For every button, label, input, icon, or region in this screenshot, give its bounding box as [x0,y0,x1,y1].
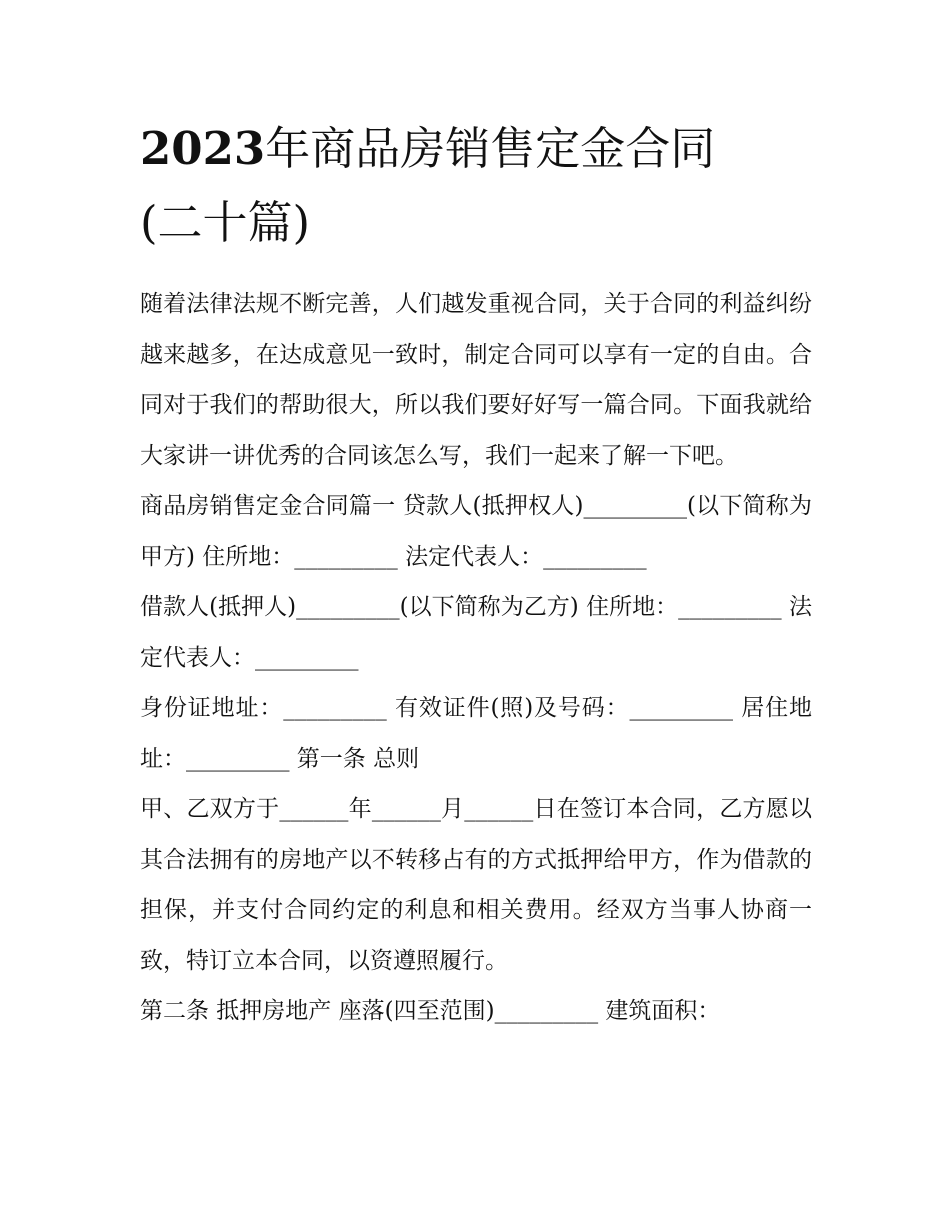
document-body [140,279,812,1037]
intro-paragraph: 随着法律法规不断完善，人们越发重视合同，关于合同的利益纠纷越来越多，在达成意见一致时，制定合同可以享有一定的自由。合同对于我们的帮助很大，所以我们要好好写一篇合同。下面我就给大家讲一讲优秀的合同该怎么写，我们一起来了解一下吧。 [140,291,812,469]
lender-paragraph: 商品房销售定金合同篇一 贷款人(抵押权人)_________(以下简称为甲方) 住所地：_________ 法定代表人：_________ [140,493,812,570]
article-one-paragraph: 甲、乙双方于______年______月______日在签订本合同，乙方愿以其合法拥有的房地产以不转移占有的方式抵押给甲方，作为借款的担保，并支付合同约定的利息和相关费用。经双方当事人协商一致，特订立本合同，以资遵照履行。 [140,796,812,974]
title-line-1 [140,112,812,186]
document-title [140,112,812,260]
document-page [140,112,812,1037]
title-year: 2023 [140,122,266,175]
title-line-2: (二十篇) [140,196,311,249]
borrower-paragraph: 借款人(抵押人)_________(以下简称为乙方) 住所地：_________ 法定代表人：_________ [140,594,812,671]
article-two-paragraph: 第二条 抵押房地产 座落(四至范围)_________ 建筑面积： [140,998,721,1024]
id-address-paragraph: 身份证地址：_________ 有效证件(照)及号码：_________ 居住地址：_________ 第一条 总则 [140,695,812,772]
title-main: 年商品房销售定金合同 [265,122,716,175]
